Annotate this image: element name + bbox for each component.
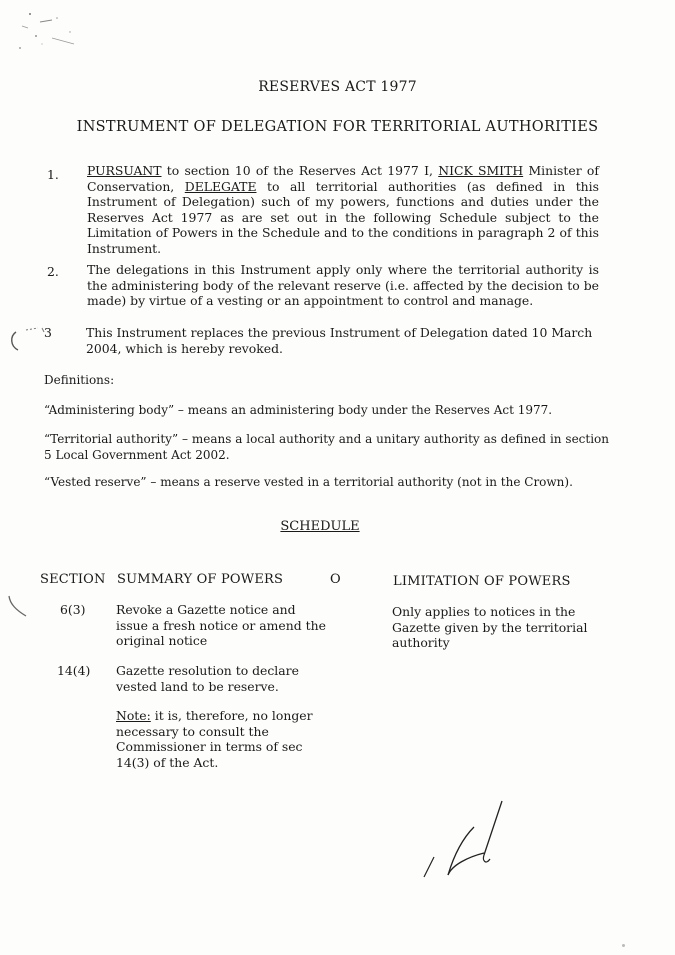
paragraph-1-text-c: to all territorial authorities (as defined in this Instrument of Delegation) such of my powers, functions and duties under the Reserves Act 1977 as are set out in the following Schedule subject to the Limitation of Powers in the Schedule and to the conditions in paragraph 2 of this Instrument. xyxy=(87,178,599,256)
column-header-summary: SUMMARY OF POWERS xyxy=(117,572,284,587)
note-text: it is, therefore, no longer necessary to consult the Commissioner in terms of sec 14(3) of the Act. xyxy=(116,708,313,770)
paragraph-1-number: 1. xyxy=(47,167,59,182)
schedule-title: SCHEDULE xyxy=(280,519,360,534)
row-1-limitation: Only applies to notices in the Gazette given by the territorial authority xyxy=(392,604,588,650)
delegate-keyword: DELEGATE xyxy=(184,178,257,194)
paragraph-2: The delegations in this Instrument apply only where the territorial authority is the administering body of the relevant reserve (i.e. affected by the decision to be made) by virtue of a vesting or an appointment to control and manage. xyxy=(87,262,599,308)
signature xyxy=(410,795,520,885)
column-header-marker: O xyxy=(330,572,341,587)
definition-vested-reserve: “Vested reserve” – means a reserve vested in a territorial authority (not in the Crown). xyxy=(44,475,573,489)
column-header-section: SECTION xyxy=(40,572,106,587)
row-1-summary: Revoke a Gazette notice and issue a fresh notice or amend the original notice xyxy=(116,602,326,648)
document-title: RESERVES ACT 1977 xyxy=(258,79,417,95)
paragraph-3: This Instrument replaces the previous Instrument of Delegation dated 10 March 2004, which is hereby revoked. xyxy=(86,325,593,356)
paragraph-1-text-b: Minister of Conservation, xyxy=(87,163,599,194)
scan-specks xyxy=(12,8,92,58)
paragraph-3-number: 3 xyxy=(44,325,52,340)
paragraph-1 xyxy=(87,163,599,256)
row-2-summary: Gazette resolution to declare vested land to be reserve. xyxy=(116,663,299,694)
margin-tick-mark xyxy=(6,592,30,622)
scan-speck xyxy=(622,944,625,947)
note-label: Note: xyxy=(116,708,151,723)
row-1-section: 6(3) xyxy=(60,602,86,617)
definitions-heading: Definitions: xyxy=(44,373,115,387)
column-header-limitation: LIMITATION OF POWERS xyxy=(393,574,571,589)
row-2-note xyxy=(116,708,326,770)
definition-territorial-authority: “Territorial authority” – means a local authority and a unitary authority as defined in section 5 Local Government Act 2002. xyxy=(44,432,609,462)
document-subtitle: INSTRUMENT OF DELEGATION FOR TERRITORIAL AUTHORITIES xyxy=(76,119,599,135)
paragraph-1-text-a: to section 10 of the Reserves Act 1977 I, xyxy=(161,163,439,178)
minister-name: NICK SMITH xyxy=(438,163,524,178)
paragraph-2-number: 2. xyxy=(47,264,59,279)
definition-administering-body: “Administering body” – means an administering body under the Reserves Act 1977. xyxy=(44,403,553,417)
pursuant-keyword: PURSUANT xyxy=(87,163,162,178)
row-2-section: 14(4) xyxy=(57,663,91,678)
